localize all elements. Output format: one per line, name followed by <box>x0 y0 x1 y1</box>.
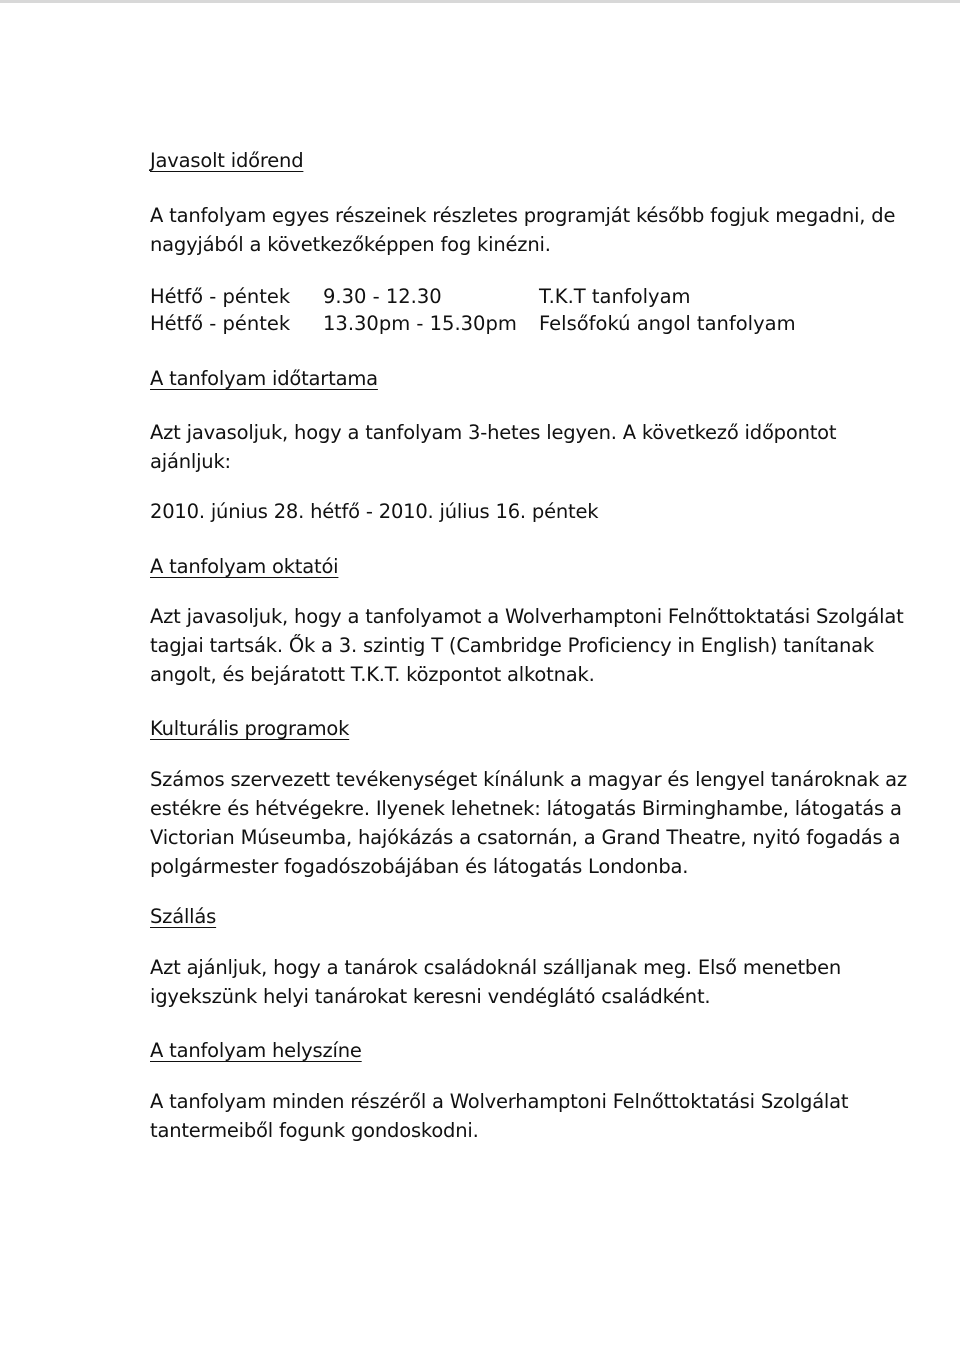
instructors-line: angolt, és bejáratott T.K.T. központot alkotnak. <box>150 663 595 686</box>
schedule-heading: Javasolt időrend <box>150 149 304 172</box>
instructors-line: Azt javasoljuk, hogy a tanfolyamot a Wolverhamptoni Felnőttoktatási Szolgálat <box>150 605 904 628</box>
schedule-time: 9.30 - 12.30 <box>323 285 442 308</box>
instructors-heading: A tanfolyam oktatói <box>150 555 339 578</box>
accommodation-line: igyekszünk helyi tanárokat keresni vendéglátó családként. <box>150 985 711 1008</box>
schedule-intro-line: nagyjából a következőképpen fog kinézni. <box>150 233 551 256</box>
accommodation-body <box>150 953 850 1011</box>
schedule-intro <box>150 201 896 259</box>
duration-section <box>150 364 850 393</box>
duration-body <box>150 418 850 476</box>
schedule-section <box>150 146 850 175</box>
accommodation-line: Azt ajánljuk, hogy a tanárok családoknál szálljanak meg. Első menetben <box>150 956 842 979</box>
schedule-activity: T.K.T tanfolyam <box>539 285 691 308</box>
instructors-section <box>150 552 850 581</box>
cultural-section <box>150 714 850 743</box>
duration-line: ajánljuk: <box>150 450 231 473</box>
cultural-heading: Kulturális programok <box>150 717 350 740</box>
schedule-days: Hétfő - péntek <box>150 285 291 308</box>
schedule-days: Hétfő - péntek <box>150 312 291 335</box>
duration-heading: A tanfolyam időtartama <box>150 367 378 390</box>
schedule-activity: Felsőfokú angol tanfolyam <box>539 312 796 335</box>
location-heading: A tanfolyam helyszíne <box>150 1039 362 1062</box>
location-line: tantermeiből fogunk gondoskodni. <box>150 1119 479 1142</box>
location-line: A tanfolyam minden részéről a Wolverhamptoni Felnőttoktatási Szolgálat <box>150 1090 849 1113</box>
scan-top-edge <box>0 0 960 3</box>
accommodation-heading: Szállás <box>150 905 217 928</box>
duration-line: Azt javasoljuk, hogy a tanfolyam 3-hetes legyen. A következő időpontot <box>150 421 837 444</box>
cultural-body <box>150 765 907 881</box>
cultural-line: Számos szervezett tevékenységet kínálunk a magyar és lengyel tanároknak az <box>150 768 907 791</box>
cultural-line: Victorian Múseumba, hajókázás a csatornán, a Grand Theatre, nyitó fogadás a <box>150 826 901 849</box>
duration-dates-text: 2010. június 28. hétfő - 2010. július 16. péntek <box>150 500 599 523</box>
location-section <box>150 1036 850 1065</box>
cultural-line: polgármester fogadószobájában és látogatás Londonba. <box>150 855 689 878</box>
schedule-intro-line: A tanfolyam egyes részeinek részletes programját később fogjuk megadni, de <box>150 204 896 227</box>
instructors-line: tagjai tartsák. Ők a 3. szintig T (Cambridge Proficiency in English) tanítanak <box>150 634 874 657</box>
location-body <box>150 1087 850 1145</box>
duration-dates <box>150 497 850 526</box>
instructors-body <box>150 602 904 689</box>
schedule-time: 13.30pm - 15.30pm <box>323 312 517 335</box>
cultural-line: estékre és hétvégekre. Ilyenek lehetnek: látogatás Birminghambe, látogatás a <box>150 797 902 820</box>
accommodation-section <box>150 902 850 931</box>
